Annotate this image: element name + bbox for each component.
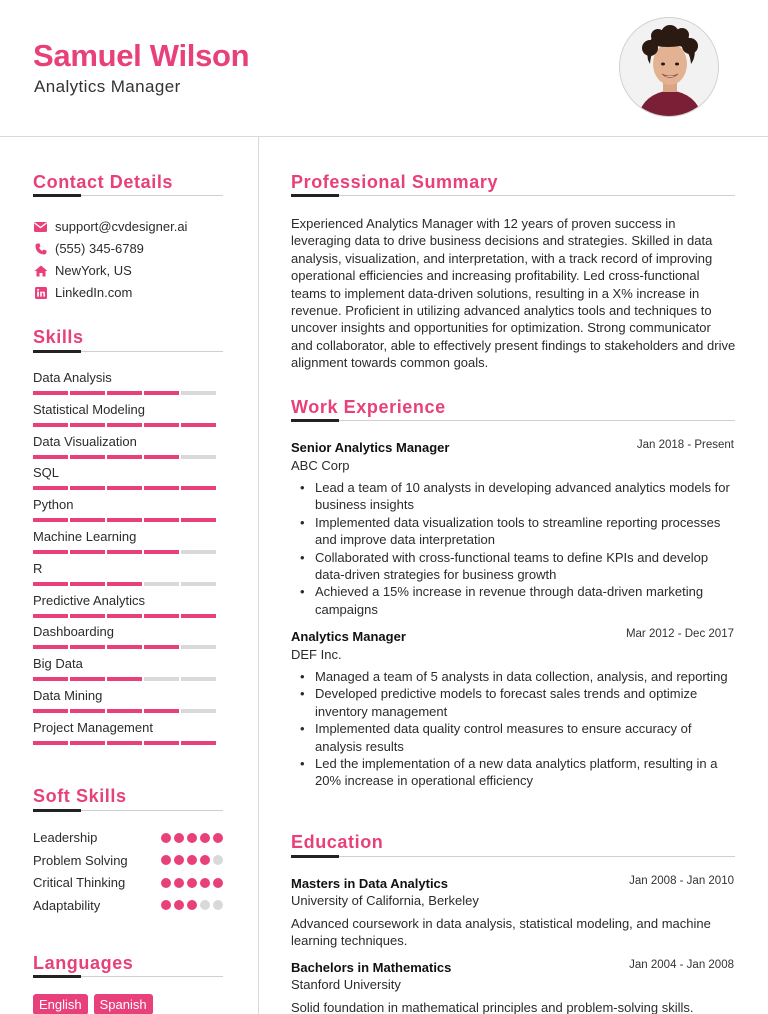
summary-section-rule [291,195,735,196]
degree-description: Advanced coursework in data analysis, statistical modeling, and machine learning techniques. [291,916,711,949]
skill-label: Python [33,497,74,513]
skill-level-segment [70,677,105,681]
skill-level-bar [33,677,223,681]
rating-dot [200,878,210,888]
rating-dot [213,855,223,865]
list-item: • Collaborated with cross-functional teams to define KPIs and develop data-driven strategies for business growth [297,549,737,584]
rating-dot [213,900,223,910]
rating-dot [200,900,210,910]
skill-level-segment [107,645,142,649]
soft-skill-label: Critical Thinking [33,875,126,890]
linkedin-icon [33,286,48,300]
skill-level-segment [70,645,105,649]
skill-level-segment [181,518,216,522]
degree-title: Masters in Data Analytics [291,876,449,891]
soft-skill-label: Adaptability [33,897,101,913]
skill-level-segment [181,455,216,459]
list-item: • Implemented data quality control measures to ensure accuracy of analysis results [297,720,737,755]
skill-level-bar [33,614,223,618]
rating-dot [213,833,223,843]
skill-level-segment [33,455,68,459]
list-item: • Lead a team of 10 analysts in developing advanced analytics models for business insights [297,479,737,514]
degree-date: Jan 2004 - Jan 2008 [629,959,734,971]
skill-label: Big Data [33,656,83,672]
list-item: • Achieved a 15% increase in revenue through data-driven marketing campaigns [297,583,737,618]
skill-level-segment [70,614,105,618]
skill-level-segment [144,677,179,681]
rating-dot [187,855,197,865]
phone-icon [33,242,48,256]
soft-skills-section-rule [33,810,223,811]
skill-item [33,561,223,586]
skill-level-bar [33,518,223,522]
languages-section-rule [33,976,223,977]
skill-level-segment [70,518,105,522]
skill-level-segment [144,518,179,522]
summary-section-title: Professional Summary [291,172,499,192]
skill-level-segment [107,486,142,490]
skill-level-segment [144,391,179,395]
skill-item [33,720,223,745]
home-icon [33,264,48,278]
envelope-icon [33,220,48,234]
soft-skill-item [33,875,223,890]
skill-level-segment [144,486,179,490]
candidate-title: Analytics Manager [34,77,181,96]
skill-level-segment [181,550,216,554]
skill-level-segment [70,550,105,554]
skill-level-segment [107,614,142,618]
rating-dot [174,878,184,888]
rating-dot [174,833,184,843]
skill-level-segment [107,423,142,427]
skill-level-bar [33,455,223,459]
skill-level-segment [33,550,68,554]
skill-level-segment [107,391,142,395]
contact-phone-text: (555) 345-6789 [55,241,144,256]
skill-level-segment [144,741,179,745]
experience-section-title: Work Experience [291,397,446,417]
skill-level-segment [33,614,68,618]
skill-level-segment [181,677,216,681]
rating-dot [187,833,197,843]
languages-list [33,994,153,1014]
rating-dot [161,833,171,843]
skill-level-segment [107,677,142,681]
job-bullets [297,479,737,618]
skill-level-segment [33,582,68,586]
skill-item [33,593,223,618]
skill-label: Machine Learning [33,529,137,544]
skill-level-segment [144,582,179,586]
skill-level-segment [144,455,179,459]
rating-dot [200,855,210,865]
skill-level-segment [70,709,105,713]
skill-level-bar [33,423,223,427]
degree-date: Jan 2008 - Jan 2010 [629,875,734,887]
skill-level-segment [107,709,142,713]
soft-skills-section-title: Soft Skills [33,786,127,806]
skill-level-segment [181,582,216,586]
rating-dot [174,900,184,910]
skill-item [33,656,223,681]
experience-section-rule [291,420,735,421]
skill-level-segment [107,455,142,459]
skill-level-bar [33,709,223,713]
skill-level-bar [33,741,223,745]
skill-level-segment [107,550,142,554]
skill-level-segment [181,709,216,713]
skill-item [33,465,223,490]
rating-dot [174,855,184,865]
job-company: ABC Corp [291,458,350,473]
skills-section-rule [33,351,223,352]
skill-item [33,434,223,459]
skill-level-segment [107,582,142,586]
education-section-title: Education [291,832,384,852]
skill-level-segment [144,550,179,554]
skill-level-segment [181,741,216,745]
contact-email-text: support@cvdesigner.ai [55,219,188,234]
skill-item [33,402,223,427]
skill-level-segment [33,677,68,681]
skill-level-segment [144,423,179,427]
contact-linkedin[interactable] [33,285,132,300]
resume-header [0,0,768,137]
job-title: Senior Analytics Manager [291,440,450,455]
rating-dot [161,878,171,888]
school-name: University of California, Berkeley [291,893,479,908]
avatar-portrait-icon [620,18,719,117]
rating-dot [187,900,197,910]
skill-label: Data Visualization [33,433,137,449]
skill-level-segment [33,391,68,395]
skill-label: Statistical Modeling [33,401,145,417]
list-item: • Implemented data visualization tools to streamline reporting processes and improve data interpretation [297,514,737,549]
language-tag: Spanish [94,994,153,1014]
degree-title: Bachelors in Mathematics [291,960,452,975]
skill-level-segment [33,709,68,713]
skill-level-segment [70,391,105,395]
skill-level-segment [70,741,105,745]
language-tag: English [33,994,88,1014]
skill-label: Data Mining [33,688,103,703]
skill-level-segment [33,741,68,745]
contact-location [33,263,132,278]
skill-level-segment [144,614,179,618]
contact-section-rule [33,195,223,196]
skill-level-segment [33,423,68,427]
skill-level-segment [181,486,216,490]
skill-level-segment [107,518,142,522]
summary-text: Experienced Analytics Manager with 12 years of proven success in leveraging data to drive business decisions and strategies. Skilled in data analysis, visualization, and interpretation, with a track record of improving operational efficiencies and increasing profitability. Led cross-functional teams to implement data-driven solutions, resulting in a X% increase in revenue. Proficient in utilizing advanced analytics tools and techniques to uncover insights and opportunities for optimization. Strong communicator and collaborator, able to effectively present findings to stakeholders and drive alignment towards common goals. [291,216,736,371]
rating-dot [200,833,210,843]
soft-skill-rating [161,900,223,910]
skill-level-bar [33,391,223,395]
job-date: Jan 2018 - Present [636,439,734,451]
skill-level-bar [33,645,223,649]
skill-level-segment [181,391,216,395]
rating-dot [213,878,223,888]
list-item: • Managed a team of 5 analysts in data collection, analysis, and reporting [297,668,737,685]
skill-level-bar [33,486,223,490]
skill-level-segment [70,455,105,459]
skill-item [33,688,223,713]
skill-label: Predictive Analytics [33,592,145,608]
education-section-rule [291,856,735,857]
rating-dot [187,878,197,888]
degree-description: Solid foundation in mathematical principles and problem-solving skills. [291,1000,694,1014]
skill-level-bar [33,582,223,586]
rating-dot [161,900,171,910]
soft-skill-rating [161,855,223,865]
contact-phone[interactable] [33,241,144,256]
contact-linkedin-text: LinkedIn.com [55,285,133,300]
soft-skill-item [33,898,223,913]
soft-skill-rating [161,878,223,888]
skill-item [33,370,223,395]
job-bullets [297,668,737,790]
skill-label: SQL [33,465,60,481]
job-date: Mar 2012 - Dec 2017 [625,628,734,640]
contact-section-title: Contact Details [33,172,174,192]
skill-level-segment [181,614,216,618]
skill-label: R [33,560,43,576]
job-title: Analytics Manager [291,629,406,644]
skill-level-segment [33,518,68,522]
skill-level-segment [181,645,216,649]
skill-level-segment [144,645,179,649]
skill-level-segment [70,423,105,427]
soft-skill-label: Problem Solving [33,852,128,868]
school-name: Stanford University [291,977,401,992]
rating-dot [161,855,171,865]
contact-location-text: NewYork, US [55,263,132,278]
skill-level-segment [33,645,68,649]
skill-level-segment [144,709,179,713]
soft-skill-label: Leadership [33,830,98,845]
contact-email[interactable] [33,219,187,234]
list-item: • Led the implementation of a new data analytics platform, resulting in a 20% increase in operational efficiency [297,755,737,790]
job-company: DEF Inc. [291,647,342,662]
skill-level-segment [33,486,68,490]
skill-level-segment [107,741,142,745]
languages-section-title: Languages [33,953,134,973]
list-item: • Developed predictive models to forecast sales trends and optimize inventory management [297,685,737,720]
avatar [619,17,719,117]
skill-label: Project Management [33,719,153,735]
soft-skill-rating [161,833,223,843]
candidate-name: Samuel Wilson [33,38,250,73]
skill-label: Data Analysis [33,370,112,385]
skills-section-title: Skills [33,327,84,347]
skill-label: Dashboarding [33,624,114,640]
column-divider [258,137,259,1014]
skill-level-segment [70,486,105,490]
skill-level-bar [33,550,223,554]
skill-item [33,529,223,554]
skill-level-segment [70,582,105,586]
skill-level-segment [181,423,216,427]
soft-skill-item [33,853,223,868]
skill-item [33,624,223,649]
soft-skill-item [33,830,223,845]
skill-item [33,497,223,522]
